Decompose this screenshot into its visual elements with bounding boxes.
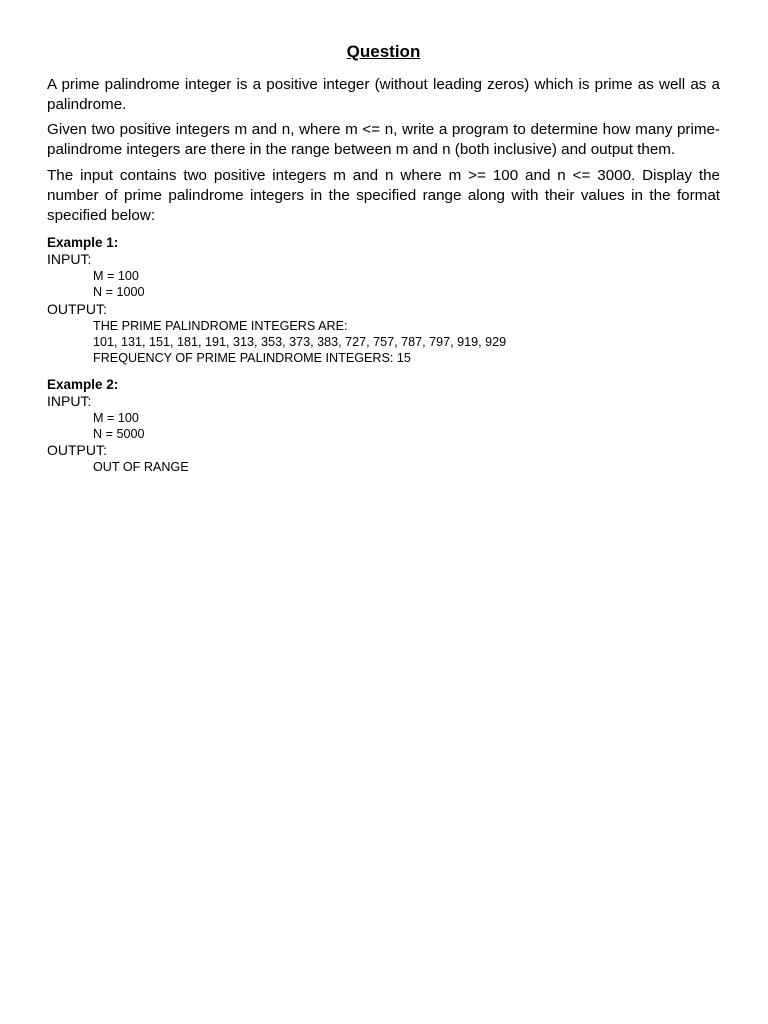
output-line: THE PRIME PALINDROME INTEGERS ARE: [93,318,348,333]
input-line: N = 1000 [93,285,145,300]
output-line: 101, 131, 151, 181, 191, 313, 353, 373, 383, 727, 757, 787, 797, 919, 929 [93,335,507,350]
output-line: OUT OF RANGE [93,460,189,475]
input-label: INPUT: [47,392,92,409]
example-2 [47,376,720,476]
output-label: OUTPUT: [47,300,107,317]
example-heading: Example 2: [47,376,119,392]
output-label: OUTPUT: [47,442,107,459]
example-heading: Example 1: [47,235,119,251]
input-line: M = 100 [93,269,139,284]
paragraph-input-spec: The input contains two positive integers m and n where m >= 100 and n <= 3000. Display the number of prime palindrome integers in the specified range along with their values in the format specified below: [47,167,720,224]
paragraph-task: Given two positive integers m and n, where m <= n, write a program to determine how many prime-palindrome integers are there in the range between m and n (both inclusive) and output them. [47,121,720,158]
input-label: INPUT: [47,251,92,268]
example-1 [47,234,720,366]
paragraph-definition: A prime palindrome integer is a positive integer (without leading zeros) which is prime as well as a palindrome. [47,76,720,113]
output-line: FREQUENCY OF PRIME PALINDROME INTEGERS: 15 [93,351,411,366]
page-title: Question [346,42,421,61]
input-line: M = 100 [93,410,139,425]
input-line: N = 5000 [93,426,145,441]
